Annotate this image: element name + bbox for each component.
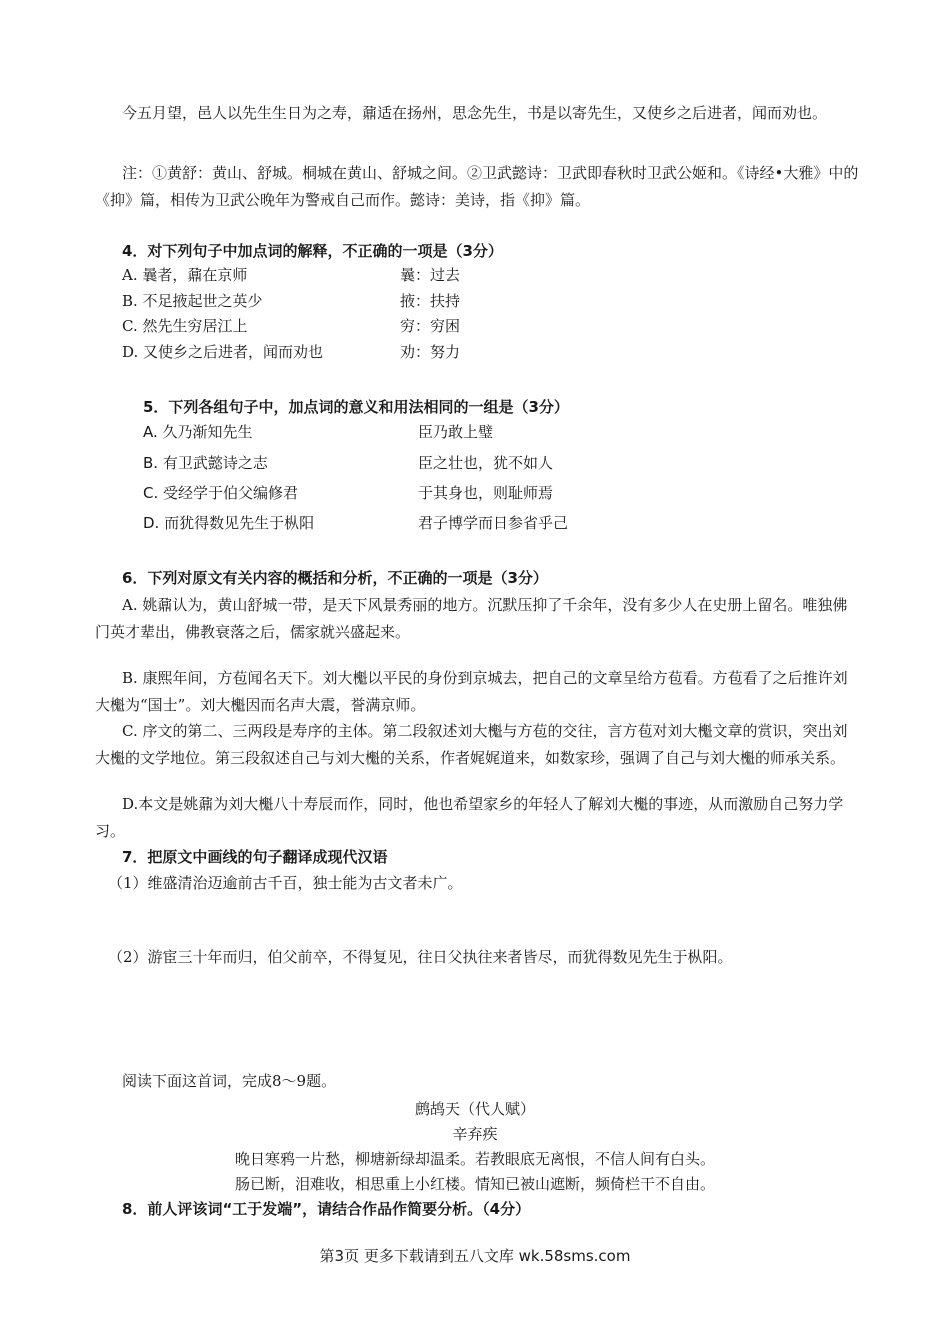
q7-sentence-2: （2）游宦三十年而归，伯父前卒，不得复见，往日父执往来者皆尽，而犹得数见先生于枞阳。 [108,948,733,966]
poem-author: 辛弃疾 [452,1125,498,1143]
poem-line-2: 肠已断，泪难收，相思重上小红楼。情知已被山遮断，频倚栏干不自由。 [234,1175,715,1193]
q4-option-c-gloss: 穷：穷困 [400,317,461,335]
q5-option-b-left: B. 有卫武懿诗之志 [143,454,268,472]
q4-option-b-gloss: 掖：扶持 [400,292,461,310]
q5-option-c-right: 于其身也，则耻师焉 [418,484,554,502]
q7-sentence-1: （1）维盛清治迈逾前古千百，独士能为古文者未广。 [108,874,463,892]
q4-option-d: D. 又使乡之后进者，闻而劝也 [122,343,324,361]
q4-option-d-gloss: 劝：努力 [400,343,461,361]
passage-note: 注：①黄舒：黄山、舒城。桐城在黄山、舒城之间。②卫武懿诗：卫武即春秋时卫武公姬和。《诗经•大雅》中的《抑》篇，相传为卫武公晚年为警戒自己而作。懿诗：美诗，指《抑》篇。 [95,164,859,209]
q5-option-a-right: 臣乃敢上璧 [418,423,494,441]
q6-option-b: B. 康熙年间，方苞闻名天下。刘大櫆以平民的身份到京城去，把自己的文章呈给方苞看。方苞看了之后推许刘大櫆为“国士”。刘大櫆因而名声大震，誉满京师。 [95,669,848,714]
q6-option-a: A. 姚鼐认为，黄山舒城一带，是天下风景秀丽的地方。沉默压抑了千余年，没有多少人在史册上留名。唯独佛门英才辈出，佛教衰落之后，儒家就兴盛起来。 [95,596,848,641]
page-footer: 第3页 更多下载请到五八文库 wk.58sms.com [319,1247,631,1265]
q6-option-d: D.本文是姚鼐为刘大櫆八十寿辰而作，同时，他也希望家乡的年轻人了解刘大櫆的事迹，从而激励自己努力学习。 [95,795,844,840]
q4-option-a-gloss: 曩：过去 [400,266,461,284]
q4-option-b: B. 不足掖起世之英少 [122,292,263,310]
q5-option-c-left: C. 受经学于伯父编修君 [143,484,299,502]
question-4-title: 4．对下列句子中加点词的解释，不正确的一项是（3分） [122,242,503,260]
q4-option-c: C. 然先生穷居江上 [122,317,248,335]
q5-option-b-right: 臣之壮也，犹不如人 [418,454,554,472]
q6-option-c: C. 序文的第二、三两段是寿序的主体。第二段叙述刘大櫆与方苞的交往，言方苞对刘大櫆文章的赏识，突出刘大櫆的文学地位。第三段叙述自己与刘大櫆的关系，作者娓娓道来，如数家珍，强调了自己与刘大櫆的师承关系。 [95,722,848,767]
q5-option-a-left: A. 久乃渐知先生 [143,423,253,441]
question-5-title: 5．下列各组句子中，加点词的意义和用法相同的一组是（3分） [143,398,569,416]
poem-intro: 阅读下面这首词，完成8～9题。 [122,1072,337,1090]
poem-line-1: 晚日寒鸦一片愁，柳塘新绿却温柔。若教眼底无离恨，不信人间有白头。 [234,1150,715,1168]
question-6-title: 6．下列对原文有关内容的概括和分析，不正确的一项是（3分） [122,569,548,587]
question-7-title: 7．把原文中画线的句子翻译成现代汉语 [122,848,388,866]
q5-option-d-left: D. 而犹得数见先生于枞阳 [143,514,315,532]
q4-option-a: A. 曩者，鼐在京师 [122,266,248,284]
passage-paragraph: 今五月望，邑人以先生生日为之寿，鼐适在扬州，思念先生，书是以寄先生，又使乡之后进者，闻而劝也。 [122,104,828,122]
question-8-title: 8．前人评该词“工于发端”，请结合作品作简要分析。（4分） [122,1200,531,1218]
q5-option-d-right: 君子博学而日参省乎己 [418,514,569,532]
poem-title: 鹧鸪天（代人赋） [414,1100,535,1118]
